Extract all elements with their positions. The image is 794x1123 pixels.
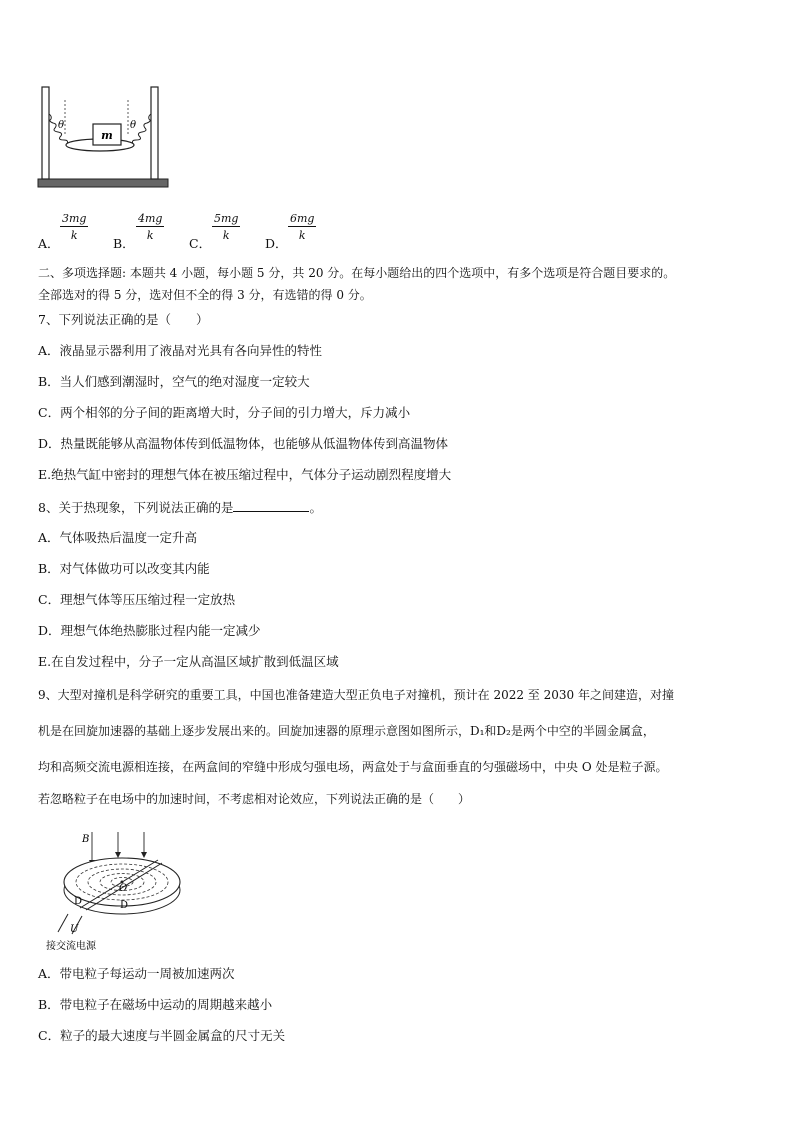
- q8-answer-blank: [233, 499, 309, 512]
- q9-line4: 若忽略粒子在电场中的加速时间，不考虑相对论效应，下列说法正确的是（ ）: [38, 792, 471, 806]
- angle-left-label: θ: [58, 120, 65, 131]
- q8-stem-text: 8、关于热现象，下列说法正确的是: [38, 500, 234, 515]
- q6-option-b-label: B．: [113, 236, 135, 251]
- q9-option-c: C．粒子的最大速度与半圆金属盒的尺寸无关: [38, 1028, 286, 1043]
- angle-right-label: θ: [130, 120, 137, 131]
- q7-option-b: B．当人们感到潮湿时，空气的绝对湿度一定较大: [38, 374, 310, 389]
- q8-stem-end: 。: [309, 500, 322, 515]
- q8-option-c: C．理想气体等压压缩过程一定放热: [38, 592, 236, 607]
- q7-option-e: E.绝热气缸中密封的理想气体在被压缩过程中，气体分子运动剧烈程度增大: [38, 467, 452, 482]
- q6-option-a-label: A．: [38, 236, 60, 251]
- q8-option-b: B．对气体做功可以改变其内能: [38, 561, 210, 576]
- cyclotron-figure: [40, 828, 190, 954]
- power-caption: 接交流电源: [46, 941, 96, 952]
- u-label: U: [70, 924, 79, 935]
- q6-option-b-fraction: $\frac{4mg}{k}$: [138, 212, 163, 242]
- o-label: O: [119, 883, 128, 894]
- q7-stem: 7、下列说法正确的是（ ）: [38, 312, 209, 327]
- section2-line1: 二、多项选择题: 本题共 4 小题，每小题 5 分，共 20 分。在每小题给出的四个选项中，有多个选项是符合题目要求的。: [38, 266, 676, 280]
- b-field-label: B: [82, 834, 90, 845]
- q9-option-a: A．带电粒子每运动一周被加速两次: [38, 966, 235, 981]
- q9-option-b: B．带电粒子在磁场中运动的周期越来越小: [38, 997, 273, 1012]
- q8-stem: [38, 499, 322, 516]
- section2-line2: 全部选对的得 5 分，选对但不全的得 3 分，有选错的得 0 分。: [38, 288, 372, 302]
- q6-option-d-fraction: $\frac{6mg}{k}$: [290, 212, 315, 242]
- q7-option-c: C．两个相邻的分子间的距离增大时，分子间的引力增大，斥力减小: [38, 405, 411, 420]
- d1-label: D: [74, 896, 83, 907]
- q9-line1: 9、大型对撞机是科学研究的重要工具，中国也准备建造大型正负电子对撞机，预计在 2022 至 2030 年之间建造，对撞: [38, 688, 674, 702]
- q6-option-c-fraction: $\frac{5mg}{k}$: [214, 212, 239, 242]
- d2-label: D: [120, 900, 129, 911]
- q6-option-a-fraction: $\frac{3mg}{k}$: [62, 212, 87, 242]
- mass-label: m: [101, 129, 113, 142]
- figure-base: [38, 179, 168, 187]
- q8-option-a: A．气体吸热后温度一定升高: [38, 530, 198, 545]
- q8-option-d: D．理想气体绝热膨胀过程内能一定减少: [38, 623, 261, 638]
- q7-option-d: D．热量既能够从高温物体传到低温物体，也能够从低温物体传到高温物体: [38, 436, 449, 451]
- q7-option-a: A．液晶显示器利用了液晶对光具有各向异性的特性: [38, 343, 323, 358]
- right-post: [151, 87, 158, 179]
- q6-option-c-label: C．: [189, 236, 212, 251]
- left-post: [42, 87, 49, 179]
- spring-mass-figure: [36, 84, 172, 190]
- q9-line2: 机是在回旋加速器的基础上逐步发展出来的。回旋加速器的原理示意图如图所示，D₁和D₂是两个中空的半圆金属盒，: [38, 724, 655, 738]
- q9-line3: 均和高频交流电源相连接，在两盒间的窄缝中形成匀强电场，两盒处于与盒面垂直的匀强磁场中，中央 O 处是粒子源。: [38, 760, 668, 774]
- q6-option-d-label: D．: [265, 236, 288, 251]
- q8-option-e: E.在自发过程中，分子一定从高温区域扩散到低温区域: [38, 654, 339, 669]
